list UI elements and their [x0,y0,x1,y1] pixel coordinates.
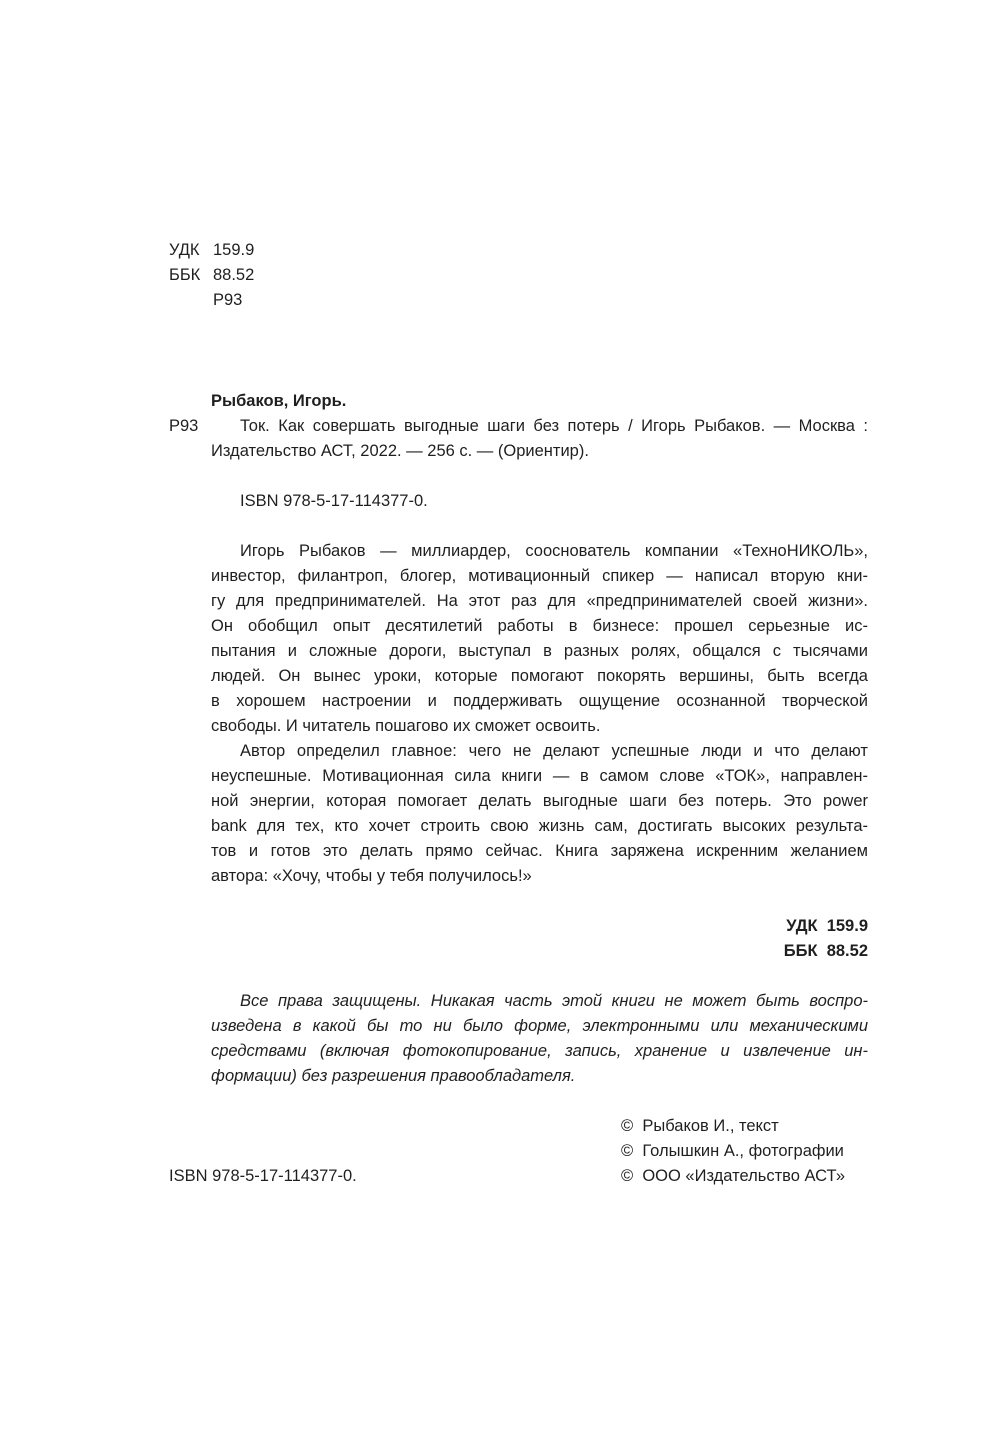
annotation-line: Он обобщил опыт десятилетий работы в бизнесе: прошел серьезные ис- [211,617,868,635]
udk-value: 159.9 [213,241,255,259]
entry-isbn: ISBN 978-5-17-114377-0. [240,492,428,510]
annotation-line: ной энергии, которая помогает делать выгодные шаги без потерь. Это power [211,792,868,810]
annotation-line: bank для тех, кто хочет строить свою жизнь сам, достигать высоких результа- [211,817,868,835]
annotation-line: неуспешные. Мотивационная сила книги — в самом слове «ТОК», направлен- [211,767,868,785]
annotation-line: свободы. И читатель пошагово их сможет освоить. [211,717,601,735]
rights-line: изведена в какой бы то ни было форме, электронными или механическими [211,1017,868,1035]
rights-line: формации) без разрешения правообладателя. [211,1067,576,1085]
annotation-line: Автор определил главное: чего не делают успешные люди и что делают [240,742,868,760]
bbk-code-bottom: ББК 88.52 [783,942,868,960]
annotation-line: пытания и сложные дороги, выступал в разных ролях, общался с тысячами [211,642,868,660]
title-line-2: Издательство АСТ, 2022. — 256 с. — (Ориентир). [211,442,589,460]
author-mark: Р93 [169,417,199,435]
copyright-photos: © Голышкин А., фотографии [621,1142,844,1160]
copyright-text: © Рыбаков И., текст [621,1117,779,1135]
udk-code-bottom: УДК 159.9 [786,917,868,935]
author-heading: Рыбаков, Игорь. [211,392,347,410]
bbk-label: ББК [169,266,201,284]
annotation-line: тов и готов это делать прямо сейчас. Книга заряжена искренним желанием [211,842,868,860]
author-mark-top: Р93 [213,291,243,309]
annotation-line: Игорь Рыбаков — миллиардер, сооснователь компании «ТехноНИКОЛЬ», [240,542,868,560]
title-line-1: Ток. Как совершать выгодные шаги без потерь / Игорь Рыбаков. — Москва : [240,417,868,435]
annotation-line: инвестор, филантроп, блогер, мотивационный спикер — написал вторую кни- [211,567,868,585]
rights-line: средствами (включая фотокопирование, запись, хранение и извлечение ин- [211,1042,868,1060]
copyright-publisher: © ООО «Издательство АСТ» [621,1167,846,1185]
annotation-line: гу для предпринимателей. На этот раз для «предпринимателей своей жизни». [211,592,868,610]
annotation-line: людей. Он вынес уроки, которые помогают покорять вершины, быть всегда [211,667,868,685]
bbk-value: 88.52 [213,266,255,284]
rights-line: Все права защищены. Никакая часть этой книги не может быть воспро- [240,992,868,1010]
footer-isbn: ISBN 978-5-17-114377-0. [169,1167,357,1185]
annotation-line: автора: «Хочу, чтобы у тебя получилось!» [211,867,532,885]
annotation-line: в хорошем настроении и поддерживать ощущение осознанной творческой [211,692,868,710]
udk-label: УДК [169,241,200,259]
